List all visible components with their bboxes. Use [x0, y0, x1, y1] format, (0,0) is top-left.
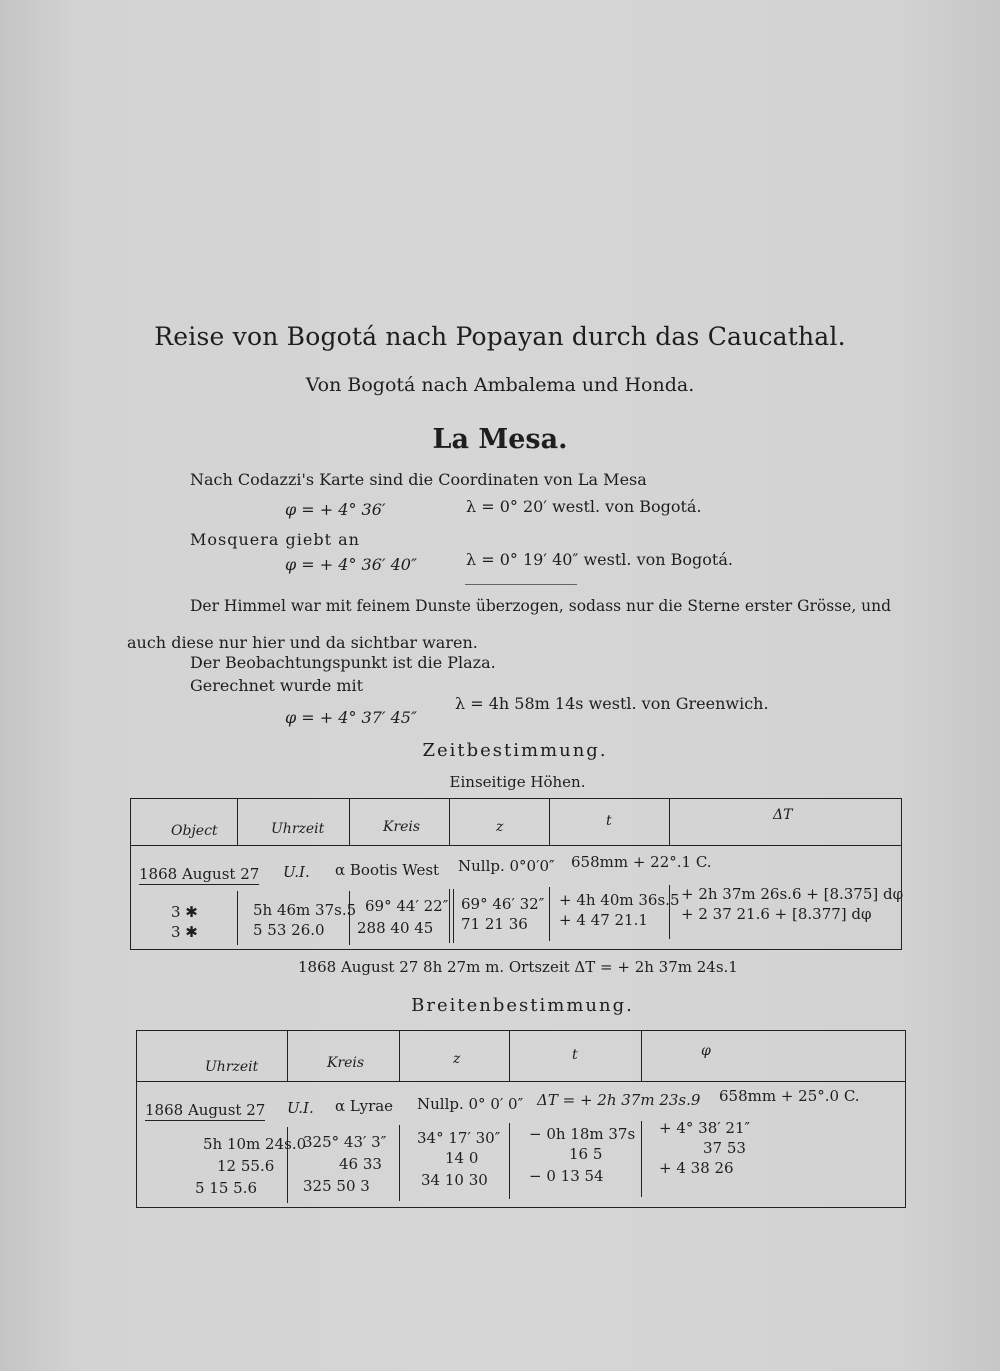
zeit-nullp: Nullp. 0°0′0″ [458, 857, 555, 875]
computed-phi: φ = + 4° 37′ 45″ [285, 708, 417, 727]
breiten-header-t: t [572, 1047, 578, 1063]
zeit-row-1-z: 69° 46′ 32″ [461, 895, 545, 913]
breiten-row-2-z: 14 0 [445, 1149, 479, 1167]
breiten-row-3-uhrzeit: 5 15 5.6 [195, 1179, 258, 1197]
zeit-row-2-object: 3 ✱ [171, 923, 198, 941]
computed-lambda: λ = 4h 58m 14s westl. von Greenwich. [455, 694, 769, 713]
paragraph-line-1: Der Himmel war mit feinem Dunste überzogen, sodass nur die Sterne erster Grösse, und [190, 597, 892, 615]
zeit-summary: 1868 August 27 8h 27m m. Ortszeit ΔT = + 2h 37m 24s.1 [298, 958, 738, 976]
zeit-header-dt: ΔT [773, 807, 793, 823]
breiten-table [136, 1030, 906, 1208]
breiten-date: 1868 August 27 [145, 1101, 266, 1119]
breiten-baro: 658mm + 25°.0 C. [719, 1087, 860, 1105]
breiten-row-2-phi: 37 53 [703, 1139, 746, 1157]
breiten-row-2-t: 16 5 [569, 1145, 603, 1163]
breiten-header-row [137, 1045, 905, 1082]
zeit-row-1-t: + 4h 40m 36s.5 [559, 891, 680, 909]
zeit-header-uhrzeit: Uhrzeit [271, 821, 325, 837]
zeit-header-t: t [606, 813, 612, 829]
section-heading: La Mesa. [432, 424, 568, 455]
zeit-row-2-z: 71 21 36 [461, 915, 528, 933]
breiten-dt: ΔT = + 2h 37m 23s.9 [537, 1091, 701, 1109]
divider [465, 584, 577, 585]
breiten-row-3-z: 34 10 30 [421, 1171, 488, 1189]
breiten-row-3-t: − 0 13 54 [529, 1167, 604, 1185]
mosquera-lambda: λ = 0° 19′ 40″ westl. von Bogotá. [466, 550, 733, 569]
breiten-row-1-t: − 0h 18m 37s [529, 1125, 636, 1143]
zeit-ui: U.I. [283, 863, 310, 881]
zeit-row-1-dt: + 2h 37m 26s.6 + [8.375] dφ [681, 885, 904, 903]
zeit-header-row [131, 807, 901, 846]
breiten-header-kreis: Kreis [327, 1055, 365, 1071]
zeit-row-2-t: + 4 47 21.1 [559, 911, 648, 929]
breiten-heading: Breitenbestimmung. [411, 995, 634, 1016]
zeit-table [130, 798, 902, 950]
breiten-row-1-z: 34° 17′ 30″ [417, 1129, 501, 1147]
breiten-row-1-phi: + 4° 38′ 21″ [659, 1119, 751, 1137]
zeit-heading: Zeitbestimmung. [422, 740, 608, 761]
breiten-nullp: Nullp. 0° 0′ 0″ [417, 1095, 524, 1113]
zeit-row-2-kreis: 288 40 45 [357, 919, 434, 937]
zeit-header-z: z [496, 819, 504, 835]
codazzi-lambda: λ = 0° 20′ westl. von Bogotá. [466, 497, 702, 516]
breiten-row-2-kreis: 46 33 [339, 1155, 382, 1173]
zeit-star: α Bootis West [335, 861, 440, 879]
breiten-header-phi: φ [701, 1043, 711, 1059]
breiten-row-1-uhrzeit: 5h 10m 24s.0 [203, 1135, 307, 1153]
mosquera-intro: Mosquera giebt an [190, 530, 360, 549]
zeit-date: 1868 August 27 [139, 865, 260, 883]
mosquera-phi: φ = + 4° 36′ 40″ [285, 555, 417, 574]
codazzi-phi: φ = + 4° 36′ [285, 500, 386, 519]
zeit-header-object: Object [171, 823, 218, 839]
breiten-row-3-phi: + 4 38 26 [659, 1159, 734, 1177]
zeit-row-2-uhrzeit: 5 53 26.0 [253, 921, 325, 939]
breiten-star: α Lyrae [335, 1097, 394, 1115]
page-title: Reise von Bogotá nach Popayan durch das Caucathal. [154, 322, 846, 351]
zeit-subheading: Einseitige Höhen. [449, 773, 586, 791]
paragraph-line-4: Gerechnet wurde mit [190, 676, 364, 695]
codazzi-intro: Nach Codazzi's Karte sind die Coordinaten von La Mesa [190, 470, 647, 489]
zeit-row-1-kreis: 69° 44′ 22″ [365, 897, 449, 915]
page-subtitle: Von Bogotá nach Ambalema und Honda. [305, 374, 695, 396]
zeit-baro: 658mm + 22°.1 C. [571, 853, 712, 871]
breiten-header-z: z [453, 1051, 461, 1067]
zeit-row-1-uhrzeit: 5h 46m 37s.5 [253, 901, 357, 919]
zeit-row-2-dt: + 2 37 21.6 + [8.377] dφ [681, 905, 872, 923]
breiten-row-2-uhrzeit: 12 55.6 [217, 1157, 275, 1175]
paragraph-line-3: Der Beobachtungspunkt ist die Plaza. [190, 653, 496, 672]
breiten-row-1-kreis: 325° 43′ 3″ [303, 1133, 387, 1151]
zeit-header-kreis: Kreis [383, 819, 421, 835]
zeit-row-1-object: 3 ✱ [171, 903, 198, 921]
breiten-row-3-kreis: 325 50 3 [303, 1177, 370, 1195]
breiten-ui: U.I. [287, 1099, 314, 1117]
paragraph-line-2: auch diese nur hier und da sichtbar waren. [127, 633, 478, 652]
breiten-header-uhrzeit: Uhrzeit [205, 1059, 259, 1075]
